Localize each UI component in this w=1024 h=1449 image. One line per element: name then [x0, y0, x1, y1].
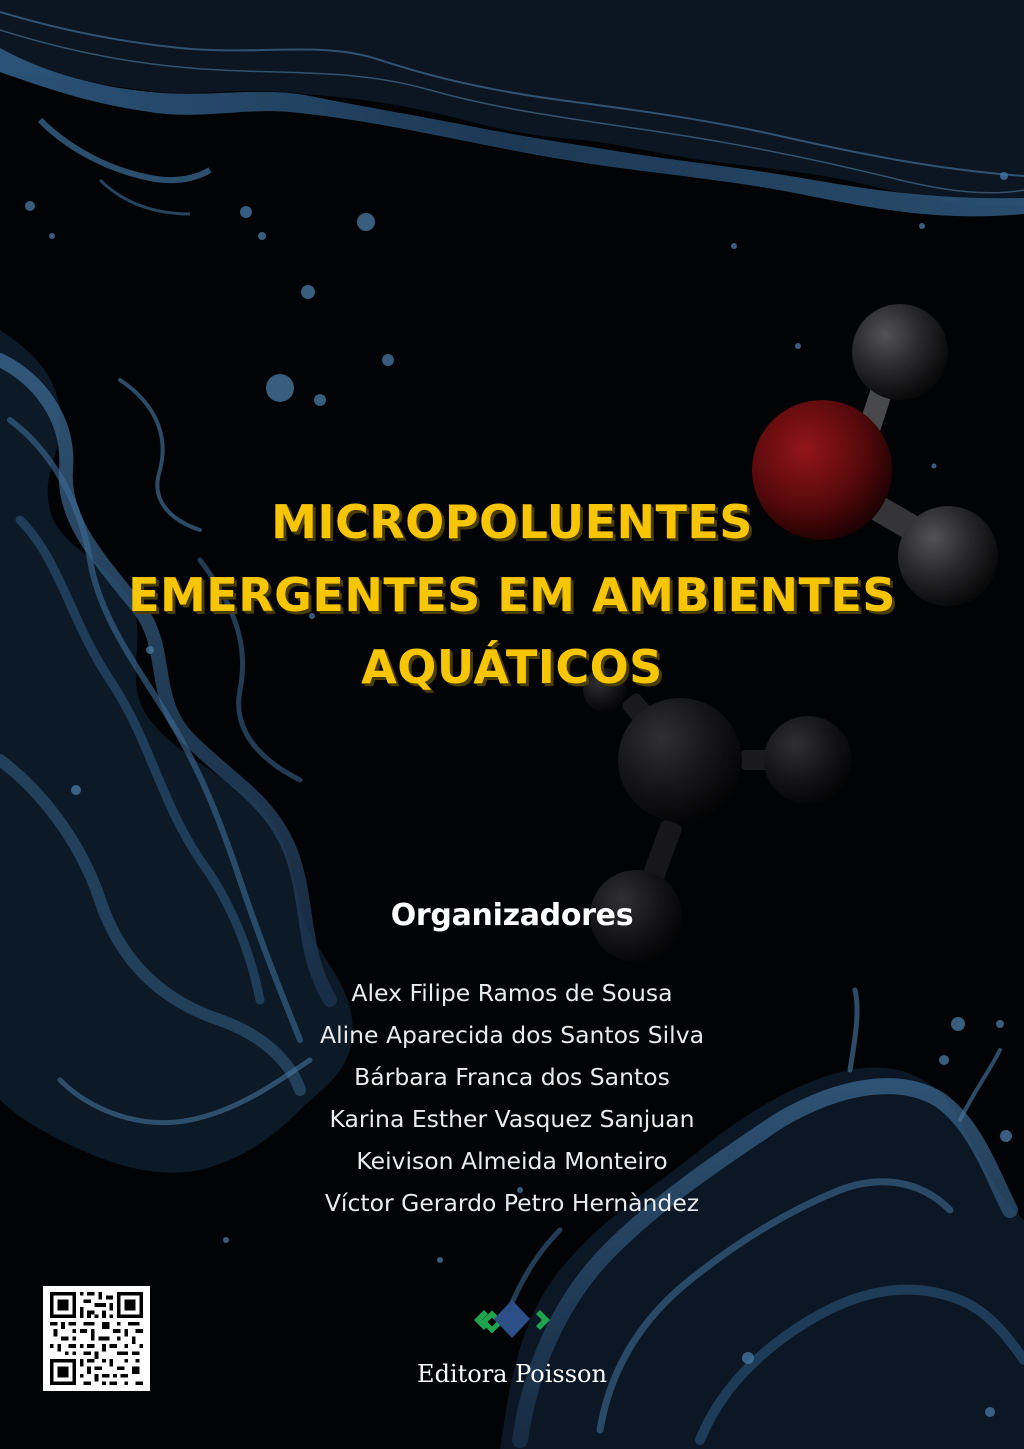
- organizer-name: Keivison Almeida Monteiro: [356, 1147, 668, 1175]
- organizer-name: Bárbara Franca dos Santos: [354, 1063, 670, 1091]
- organizer-name: Aline Aparecida dos Santos Silva: [320, 1021, 704, 1049]
- publisher-name: Editora Poisson: [417, 1360, 607, 1388]
- organizers-list: [0, 972, 1024, 1224]
- organizer-name: Alex Filipe Ramos de Sousa: [351, 979, 673, 1007]
- title-line-2: EMERGENTES EM AMBIENTES: [128, 568, 896, 622]
- title-line-1: MICROPOLUENTES: [271, 495, 753, 549]
- organizers-heading: Organizadores: [390, 898, 634, 933]
- molecule-model: [752, 304, 998, 606]
- title-line-3: AQUÁTICOS: [361, 640, 663, 694]
- organizer-name: Víctor Gerardo Petro Hernàndez: [324, 1189, 700, 1217]
- poisson-diamond-logo-icon: [474, 1298, 550, 1344]
- organizer-name: Karina Esther Vasquez Sanjuan: [329, 1105, 695, 1133]
